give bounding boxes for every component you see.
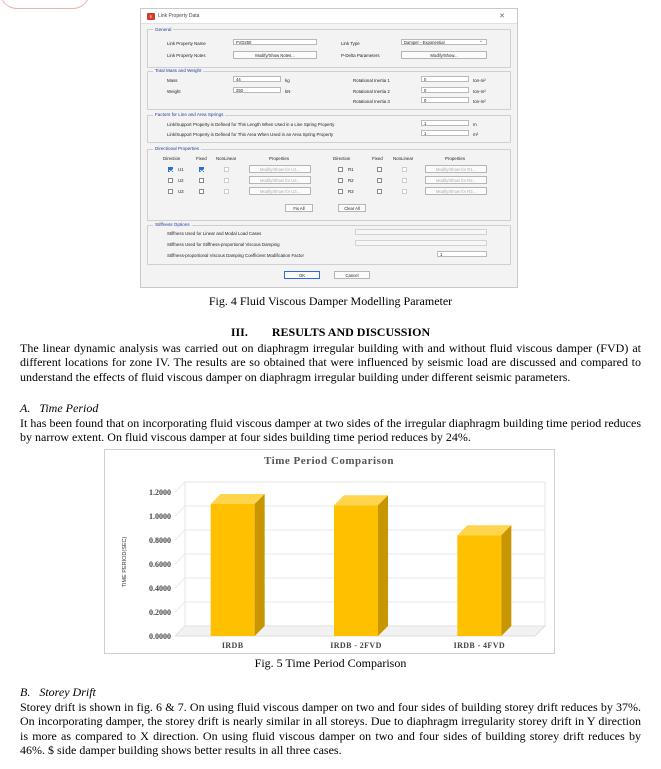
bar-side	[501, 525, 511, 636]
paragraph-time-period: It has been found that on incorporating fluid viscous damper at two sides of the irregular diaphragm building time period reduces by narrow extent. On fluid viscous damper at four sides building time period reduces by 24%.	[20, 416, 641, 445]
u2-modify-button[interactable]: Modify/Show for U2...	[249, 176, 311, 184]
fix-all-button[interactable]: Fix All	[285, 204, 313, 212]
y-tick-label: 0.6000	[149, 560, 171, 569]
u3-modify-button[interactable]: Modify/Show for U3...	[249, 187, 311, 195]
u1-label: U1	[178, 167, 184, 172]
y-tick-label: 0.4000	[149, 584, 171, 593]
r2-fixed-checkbox[interactable]	[377, 178, 382, 183]
u2-label: U2	[178, 178, 184, 183]
page-decoration	[0, 0, 90, 9]
r3-modify-button[interactable]: Modify/Show for R3...	[425, 187, 487, 195]
r2-checkbox[interactable]	[338, 178, 343, 183]
y-tick-label: 0.2000	[149, 608, 171, 617]
link-type-label: Link Type	[341, 41, 360, 46]
r1-modify-button[interactable]: Modify/Show for R1...	[425, 165, 487, 173]
stiffness-opt2-select[interactable]	[355, 240, 487, 246]
stiffness-opt3-input[interactable]: 1	[437, 251, 487, 257]
u3-fixed-checkbox[interactable]	[199, 189, 204, 194]
u1-checkbox[interactable]	[168, 167, 173, 172]
rot2-input[interactable]: 0	[421, 87, 469, 93]
bar	[334, 505, 378, 636]
modify-pdelta-button[interactable]: Modify/Show...	[401, 51, 487, 59]
u1-modify-button[interactable]: Modify/Show for U1...	[249, 165, 311, 173]
line-spring-unit: m	[473, 122, 477, 127]
pdelta-label: P-Delta Parameters	[341, 53, 380, 58]
ok-button[interactable]: OK	[284, 271, 320, 279]
app-icon: E	[147, 13, 155, 20]
r3-checkbox[interactable]	[338, 189, 343, 194]
link-type-select[interactable]: Damper - Exponential ⌄	[401, 39, 487, 45]
col-fixed-r: Fixed	[372, 156, 383, 161]
rot2-unit: ton-m²	[473, 89, 486, 94]
mass-title: Total Mass and Weight	[155, 68, 202, 73]
dialog-titlebar	[141, 9, 517, 24]
stiffness-opt1-label: Stiffness Used for Linear and Modal Load Cases	[167, 231, 262, 236]
chart-title: Time Period Comparison	[264, 455, 394, 467]
general-group	[147, 29, 511, 68]
u1-nonlinear-checkbox[interactable]	[224, 167, 229, 172]
mass-unit: kg	[285, 78, 290, 83]
weight-unit: kN	[285, 89, 291, 94]
y-tick-label: 0.0000	[149, 632, 171, 641]
general-title: General	[155, 27, 172, 32]
rot2-label: Rotational Inertia 2	[353, 89, 390, 94]
link-name-input[interactable]: FVD250	[233, 39, 317, 45]
line-spring-label: Link/Support Property is Defined for This Length When Used in a Line Spring Property	[167, 122, 335, 127]
chart-svg	[105, 450, 554, 653]
rot3-unit: ton-m²	[473, 99, 486, 104]
bar	[457, 535, 501, 636]
dialog-title: Link Property Data	[158, 13, 200, 19]
area-spring-label: Link/Support Property is Defined for This Area When Used in an Area Spring Property	[167, 132, 334, 137]
clear-all-button[interactable]: Clear All	[338, 204, 366, 212]
r2-nonlinear-checkbox[interactable]	[402, 178, 407, 183]
u3-checkbox[interactable]	[168, 189, 173, 194]
r1-checkbox[interactable]	[338, 167, 343, 172]
name-label: Link Property Name	[167, 41, 206, 46]
subsection-b-heading: B. Storey Drift	[20, 685, 96, 699]
rot3-label: Rotational Inertia 3	[353, 99, 390, 104]
stiffness-opt2-label: Stiffness Used for Stiffness-proportional Viscous Damping	[167, 242, 280, 247]
col-nonlinear: NonLinear	[216, 156, 237, 161]
directional-title: Directional Properties	[155, 146, 199, 151]
fig5-caption: Fig. 5 Time Period Comparison	[254, 656, 407, 670]
factors-title: Factors for Line and Area Springs	[155, 112, 224, 117]
bar	[211, 504, 255, 636]
stiffness-opt1-select[interactable]	[355, 229, 487, 235]
area-spring-input[interactable]: 1	[421, 130, 469, 136]
r1-label: R1	[348, 167, 354, 172]
u2-checkbox[interactable]	[168, 178, 173, 183]
rot1-label: Rotational Inertia 1	[353, 78, 390, 83]
y-tick-label: 0.8000	[149, 536, 171, 545]
y-tick-label: 1.2000	[149, 488, 171, 497]
paragraph-intro: The linear dynamic analysis was carried out on diaphragm irregular building with and without fluid viscous damper (FVD) at different locations for zone IV. The results are so obtained that were influenced by seismic load are discussed and compared to understand the effects of fluid viscous damper on diaphragm irregular building under different seismic parameters.	[20, 341, 641, 384]
stiffness-title: Stiffness Options	[155, 222, 190, 227]
bar-side	[255, 494, 265, 636]
r1-fixed-checkbox[interactable]	[377, 167, 382, 172]
r2-modify-button[interactable]: Modify/Show for R2...	[425, 176, 487, 184]
link-property-dialog	[140, 8, 518, 288]
u1-fixed-checkbox[interactable]	[199, 167, 204, 172]
r3-fixed-checkbox[interactable]	[377, 189, 382, 194]
subsection-a-heading: A. Time Period	[20, 401, 99, 415]
weight-label: Weight	[167, 89, 181, 94]
y-tick-label: 1.0000	[149, 512, 171, 521]
rot1-input[interactable]: 0	[421, 76, 469, 82]
col-direction: Direction	[163, 156, 181, 161]
fig4-caption: Fig. 4 Fluid Viscous Damper Modelling Parameter	[208, 294, 453, 308]
u2-nonlinear-checkbox[interactable]	[224, 178, 229, 183]
weight-input[interactable]: 250	[233, 87, 281, 93]
col-properties: Properties	[269, 156, 290, 161]
cancel-button[interactable]: Cancel	[334, 271, 370, 279]
y-axis-label: TIME PERIOD(SEC)	[122, 536, 128, 588]
section-heading: III. RESULTS AND DISCUSSION	[230, 325, 431, 339]
u3-label: U3	[178, 189, 184, 194]
rot1-unit: ton-m²	[473, 78, 486, 83]
x-category-label: IRDB	[221, 641, 244, 650]
x-category-label: IRDB - 2FVD	[330, 641, 382, 650]
notes-label: Link Property Notes	[167, 53, 206, 58]
col-fixed: Fixed	[196, 156, 207, 161]
u2-fixed-checkbox[interactable]	[199, 178, 204, 183]
col-properties-r: Properties	[445, 156, 466, 161]
r2-label: R2	[348, 178, 354, 183]
x-category-label: IRDB - 4FVD	[453, 641, 506, 650]
modify-notes-button[interactable]: Modify/Show Notes...	[233, 51, 317, 59]
line-spring-input[interactable]: 1	[421, 120, 469, 126]
rot3-input[interactable]: 0	[421, 97, 469, 103]
time-period-chart	[104, 449, 555, 654]
col-nonlinear-r: NonLinear	[393, 156, 414, 161]
r1-nonlinear-checkbox[interactable]	[402, 167, 407, 172]
stiffness-opt3-label: Stiffness-proportional Viscous Damping Coefficient Modification Factor	[167, 253, 304, 258]
u3-nonlinear-checkbox[interactable]	[224, 189, 229, 194]
paragraph-storey-drift: Storey drift is shown in fig. 6 & 7. On using fluid viscous damper on two and four sides of building storey drift reduces by 37%. On incorporating damper, the storey drift is nearly similar in all storeys. Due to diaphragm irregularity storey drift in Y direction is more as compared to X direction. On using fluid viscous damper on two and four sides of building storey drift reduces by 46%. $ side damper building shows better results in all three cases.	[20, 700, 641, 758]
mass-label: Mass	[167, 78, 178, 83]
col-direction-r: Direction	[333, 156, 351, 161]
close-icon[interactable]: ✕	[499, 13, 505, 20]
mass-input[interactable]: 44	[233, 76, 281, 82]
r3-label: R3	[348, 189, 354, 194]
r3-nonlinear-checkbox[interactable]	[402, 189, 407, 194]
area-spring-unit: m²	[473, 132, 479, 137]
bar-side	[378, 495, 388, 636]
